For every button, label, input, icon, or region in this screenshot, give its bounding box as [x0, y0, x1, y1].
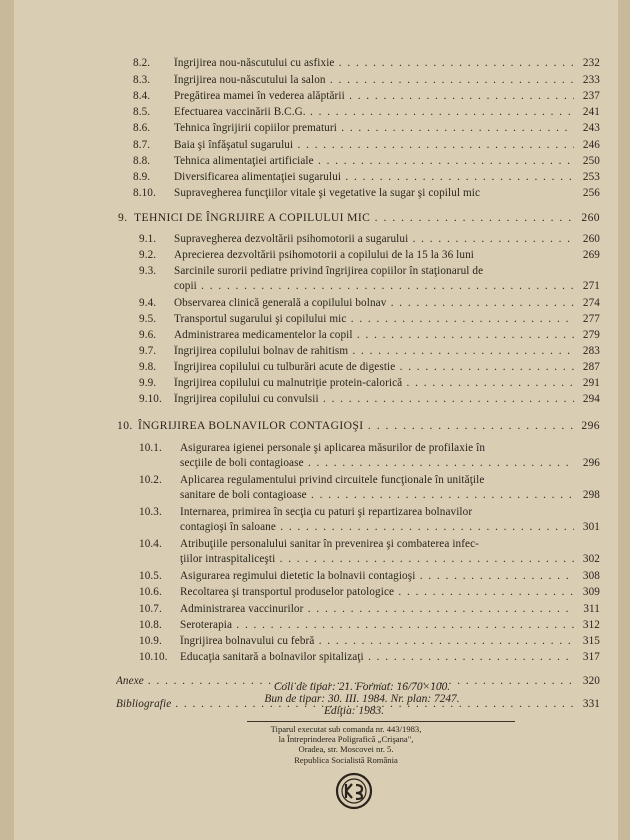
toc-number: 10.7.: [139, 603, 162, 615]
toc-number: 10.2.: [139, 474, 162, 486]
toc-page: 296: [582, 457, 600, 469]
printer-line: Oradea, str. Moscovei nr. 5.: [298, 744, 394, 754]
toc-page: 302: [582, 553, 600, 565]
toc-page: 256: [582, 187, 600, 199]
toc-title: Observarea clinică generală a copilului bolnav . . .: [174, 297, 574, 310]
toc-page: 291: [582, 377, 600, 389]
toc-page: 301: [582, 521, 600, 533]
toc-number: 8.2.: [133, 57, 151, 69]
toc-title: Asigurarea igienei personale şi aplicarea măsurilor de profilaxie în: [180, 442, 486, 454]
toc-title: Seroterapia . . .: [180, 619, 574, 632]
toc-page: 317: [582, 651, 600, 663]
toc-number: 10.10.: [139, 651, 168, 663]
book-page: [14, 0, 618, 840]
toc-title: Administrarea vaccinurilor . . .: [180, 603, 574, 616]
toc-title: Efectuarea vaccinării B.C.G. . . .: [174, 106, 574, 119]
toc-title-continuation: copii . . .: [174, 280, 574, 293]
toc-number: 9.6.: [139, 329, 157, 341]
toc-number: 10.4.: [139, 538, 162, 550]
toc-page: 283: [582, 345, 600, 357]
toc-page: 269: [582, 249, 600, 261]
toc-title: Îngrijirea nou-născutului la salon . . .: [174, 74, 574, 87]
toc-title: Îngrijirea nou-născutului cu asfixie . . .: [174, 57, 574, 70]
toc-number: 10.9.: [139, 635, 162, 647]
toc-entry: [14, 474, 618, 504]
printer-line: Tiparul executat sub comanda nr. 443/1983,: [270, 724, 422, 734]
toc-title: Bibliografie . . .: [116, 698, 574, 711]
toc-page: 331: [582, 698, 600, 710]
toc-page: 246: [582, 139, 600, 151]
toc-title-continuation: ţiilor intraspitaliceşti . . .: [180, 553, 574, 566]
toc-page: 298: [582, 489, 600, 501]
toc-title: TEHNICI DE ÎNGRIJIRE A COPILULUI MIC . . .: [134, 211, 574, 224]
toc-page: 253: [582, 171, 600, 183]
toc-page: 279: [582, 329, 600, 341]
toc-page: 309: [582, 586, 600, 598]
toc-number: 8.10.: [133, 187, 156, 199]
toc-title: Supravegherea funcţiilor vitale şi vegetative la sugar şi copilul mic: [174, 187, 481, 199]
toc-page: 241: [582, 106, 600, 118]
toc-page: 277: [582, 313, 600, 325]
toc-title: Transportul sugarului şi copilului mic . . .: [174, 313, 574, 326]
toc-number: 9.2.: [139, 249, 157, 261]
imprint-line: Ediţia: 1983.: [323, 705, 385, 717]
toc-title: Atribuţiile personalului sanitar în prevenirea şi combaterea infec-: [180, 538, 480, 550]
divider: [247, 721, 515, 722]
toc-title: ÎNGRIJIREA BOLNAVILOR CONTAGIOŞI . . .: [138, 419, 574, 432]
toc-number: 8.9.: [133, 171, 151, 183]
toc-number: 8.4.: [133, 90, 151, 102]
toc-number: 9.8.: [139, 361, 157, 373]
toc-number: 10.1.: [139, 442, 162, 454]
toc-page: 271: [582, 280, 600, 292]
toc-number: 9.3.: [139, 265, 157, 277]
toc-title: Îngrijirea copilului bolnav de rahitism . . .: [174, 345, 574, 358]
toc-page: 274: [582, 297, 600, 309]
toc-number: 8.3.: [133, 74, 151, 86]
toc-title: Îngrijirea copilului cu tulburări acute de digestie . . .: [174, 361, 574, 374]
toc-title: Îngrijirea bolnavului cu febră . . .: [180, 635, 574, 648]
toc-title-continuation: sanitare de boli contagioase . . .: [180, 489, 574, 502]
toc-number: 9.10.: [139, 393, 162, 405]
toc-number: 10.6.: [139, 586, 162, 598]
toc-entry: [14, 442, 618, 472]
toc-title: Administrarea medicamentelor la copil . . .: [174, 329, 574, 342]
toc-title: Pregătirea mamei în vederea alăptării . . .: [174, 90, 574, 103]
toc-title: Îngrijirea copilului cu convulsii . . .: [174, 393, 574, 406]
toc-page: 308: [582, 570, 600, 582]
toc-title: Tehnica îngrijirii copiilor prematuri . . .: [174, 122, 574, 135]
toc-title: Îngrijirea copilului cu malnutriţie protein-calorică . . .: [174, 377, 574, 390]
imprint-line: Bun de tipar: 30. III. 1984. Nr. plan: 7247.: [264, 693, 460, 705]
toc-number: 10.5.: [139, 570, 162, 582]
toc-title: Supravegherea dezvoltării psihomotorii a sugarului . . .: [174, 233, 574, 246]
toc-title: Sarcinile surorii pediatre privind îngrijirea copiilor în staţionarul de: [174, 265, 484, 277]
toc-number: 8.8.: [133, 155, 151, 167]
toc-title: Aprecierea dezvoltării psihomotorii a copilului de la 15 la 36 luni: [174, 249, 474, 261]
toc-entry: [14, 265, 618, 295]
toc-page: 296: [581, 419, 600, 432]
toc-page: 311: [583, 603, 600, 615]
toc-page: 315: [582, 635, 600, 647]
toc-number: 10.: [117, 419, 133, 432]
toc-page: 312: [582, 619, 600, 631]
toc-entry: [14, 538, 618, 568]
toc-number: 9.4.: [139, 297, 157, 309]
toc-page: 243: [582, 122, 600, 134]
toc-title-continuation: secţiile de boli contagioase . . .: [180, 457, 574, 470]
imprint-line: Coli de tipar: 21. Format: 16/70×100.: [273, 681, 451, 693]
toc-number: 9.9.: [139, 377, 157, 389]
printer-line: la Întreprinderea Poligrafică „Crişana",: [278, 734, 414, 744]
toc-number: 9.: [118, 211, 128, 224]
toc-page: 260: [581, 211, 600, 224]
toc-title: Baia şi înfăşatul sugarului . . .: [174, 139, 574, 152]
toc-entry: [14, 506, 618, 536]
toc-page: 237: [582, 90, 600, 102]
toc-title: Internarea, primirea în secţia cu paturi şi repartizarea bolnavilor: [180, 506, 473, 518]
toc-title: Educaţia sanitară a bolnavilor spitalizaţi . . .: [180, 651, 574, 664]
toc-page: 320: [582, 675, 600, 687]
toc-title: Diversificarea alimentaţiei sugarului . . .: [174, 171, 574, 184]
toc-title: Asigurarea regimului dietetic la bolnavii contagioşi . . .: [180, 570, 574, 583]
toc-title: Anexe . . .: [116, 675, 574, 688]
toc-page: 232: [582, 57, 600, 69]
toc-number: 10.8.: [139, 619, 162, 631]
toc-title: Tehnica alimentaţiei artificiale . . .: [174, 155, 574, 168]
toc-number: 9.5.: [139, 313, 157, 325]
toc-page: 260: [582, 233, 600, 245]
toc-title: Recoltarea şi transportul produselor patologice . . .: [180, 586, 574, 599]
toc-page: 233: [582, 74, 600, 86]
toc-title-continuation: contagioşi în saloane . . .: [180, 521, 574, 534]
toc-number: 10.3.: [139, 506, 162, 518]
printer-line: Republica Socialistă România: [294, 755, 398, 765]
toc-title: Aplicarea regulamentului privind circuitele funcţionale în unităţile: [180, 474, 485, 486]
toc-number: 9.7.: [139, 345, 157, 357]
publisher-logo: [335, 772, 373, 810]
toc-number: 8.7.: [133, 139, 151, 151]
toc-page: 250: [582, 155, 600, 167]
toc-page: 287: [582, 361, 600, 373]
toc-number: 8.6.: [133, 122, 151, 134]
toc-number: 9.1.: [139, 233, 157, 245]
toc-page: 294: [582, 393, 600, 405]
toc-number: 8.5.: [133, 106, 151, 118]
